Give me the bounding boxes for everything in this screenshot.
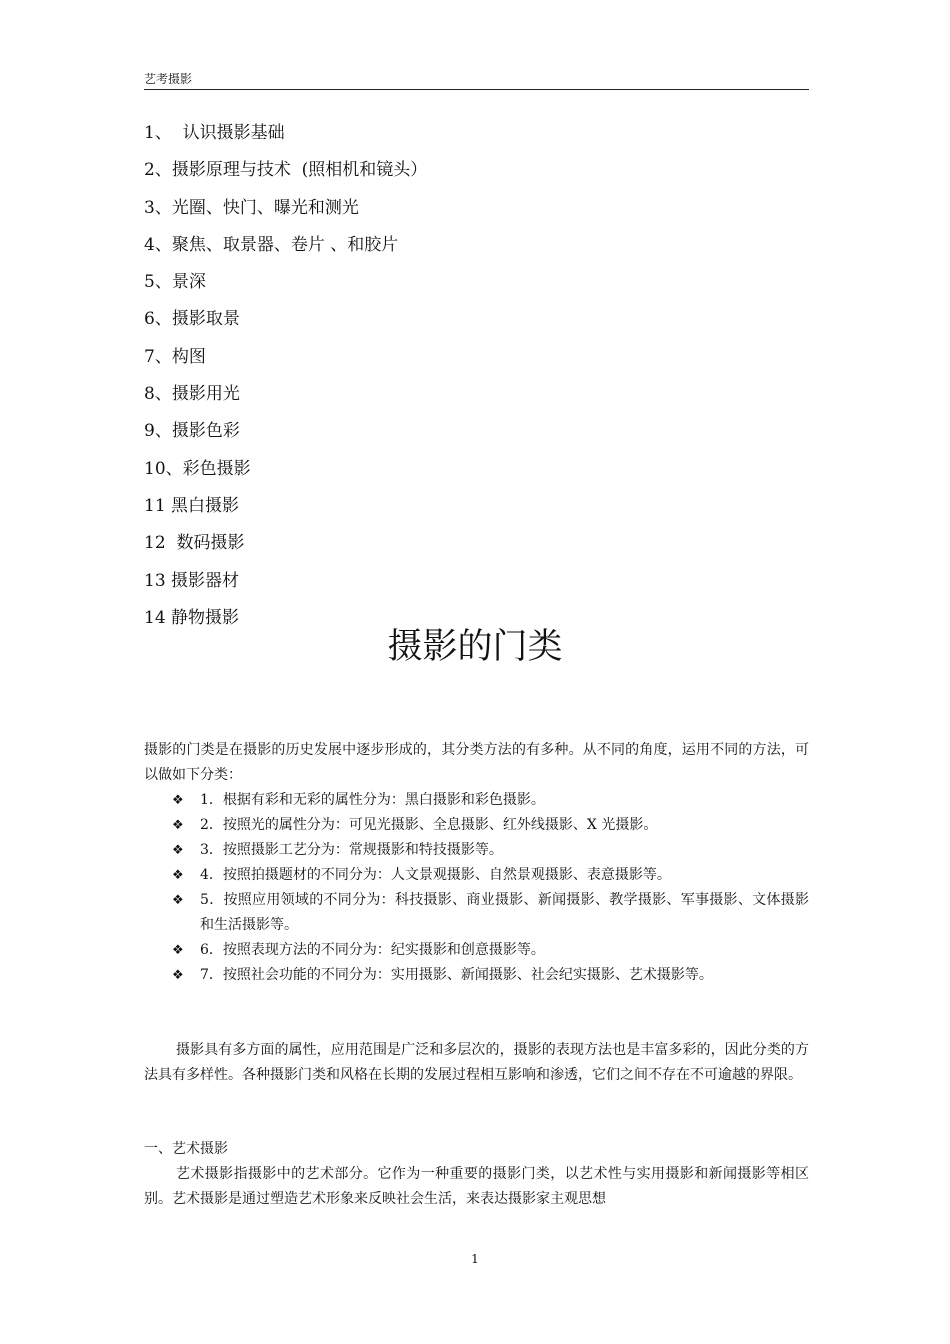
- list-item: [172, 963, 809, 988]
- diamond-bullet-icon: ❖: [172, 943, 184, 958]
- section-paragraph: 艺术摄影指摄影中的艺术部分。它作为一种重要的摄影门类，以艺术性与实用摄影和新闻摄影等相区别。艺术摄影是通过塑造艺术形象来反映社会生活，来表达摄影家主观思想: [144, 1166, 809, 1207]
- list-item: [172, 863, 809, 888]
- diamond-bullet-icon: ❖: [172, 793, 184, 808]
- list-item-text: 7．按照社会功能的不同分为：实用摄影、新闻摄影、社会纪实摄影、艺术摄影等。: [200, 967, 713, 983]
- diamond-bullet-icon: ❖: [172, 893, 184, 908]
- running-header: [144, 72, 809, 90]
- list-item: [172, 888, 809, 938]
- diamond-bullet-icon: ❖: [172, 868, 184, 883]
- toc-item: 6、摄影取景: [144, 309, 240, 330]
- toc-item: 13 摄影器材: [144, 570, 240, 591]
- page-number: 1: [471, 1252, 479, 1266]
- intro-paragraph: 摄影的门类是在摄影的历史发展中逐步形成的，其分类方法的有多种。从不同的角度，运用不同的方法，可以做如下分类：: [144, 742, 809, 783]
- list-item-text: 3．按照摄影工艺分为：常规摄影和特技摄影等。: [200, 842, 503, 858]
- list-item: [172, 938, 809, 963]
- list-item-text: 6．按照表现方法的不同分为：纪实摄影和创意摄影等。: [200, 942, 545, 958]
- toc-item: 7、构图: [144, 346, 206, 367]
- list-item-text: 1．根据有彩和无彩的属性分为：黑白摄影和彩色摄影。: [200, 792, 545, 808]
- toc-item: 11 黑白摄影: [144, 495, 240, 516]
- body-paragraph: 摄影具有多方面的属性，应用范围是广泛和多层次的，摄影的表现方法也是丰富多彩的，因此分类的方法具有多样性。各种摄影门类和风格在长期的发展过程相互影响和渗透，它们之间不存在不可逾越的界限。: [144, 1042, 809, 1083]
- running-title: 艺考摄影: [144, 72, 193, 86]
- diamond-bullet-icon: ❖: [172, 968, 184, 983]
- list-item-text: 4．按照拍摄题材的不同分为：人文景观摄影、自然景观摄影、表意摄影等。: [200, 867, 671, 883]
- toc-item: 3、光圈、快门、曝光和测光: [144, 197, 359, 218]
- list-item: [172, 838, 809, 863]
- page-title: 摄影的门类: [387, 627, 563, 667]
- toc-item: 10、彩色摄影: [144, 458, 251, 479]
- diamond-bullet-icon: ❖: [172, 843, 184, 858]
- toc-item: 1、 认识摄影基础: [144, 123, 285, 143]
- category-list: [172, 788, 809, 988]
- toc-item: 9、摄影色彩: [144, 421, 240, 442]
- list-item: [172, 813, 809, 838]
- list-item-text: 5．按照应用领域的不同分为：科技摄影、商业摄影、新闻摄影、教学摄影、军事摄影、文体摄影和生活摄影等。: [200, 892, 809, 933]
- toc-item: 2、摄影原理与技术 (照相机和镜头）: [144, 160, 428, 181]
- diamond-bullet-icon: ❖: [172, 818, 184, 833]
- toc-item: 4、聚焦、取景器、卷片 、和胶片: [144, 234, 399, 255]
- list-item: [172, 788, 809, 813]
- list-item-text: 2．按照光的属性分为：可见光摄影、全息摄影、红外线摄影、X 光摄影。: [200, 817, 658, 833]
- toc-item: 5、景深: [144, 272, 206, 293]
- toc-item: 14 静物摄影: [144, 607, 240, 628]
- table-of-contents: [144, 120, 427, 642]
- toc-item: 12 数码摄影: [144, 533, 245, 554]
- section-heading: 一、艺术摄影: [144, 1141, 228, 1157]
- toc-item: 8、摄影用光: [144, 384, 240, 405]
